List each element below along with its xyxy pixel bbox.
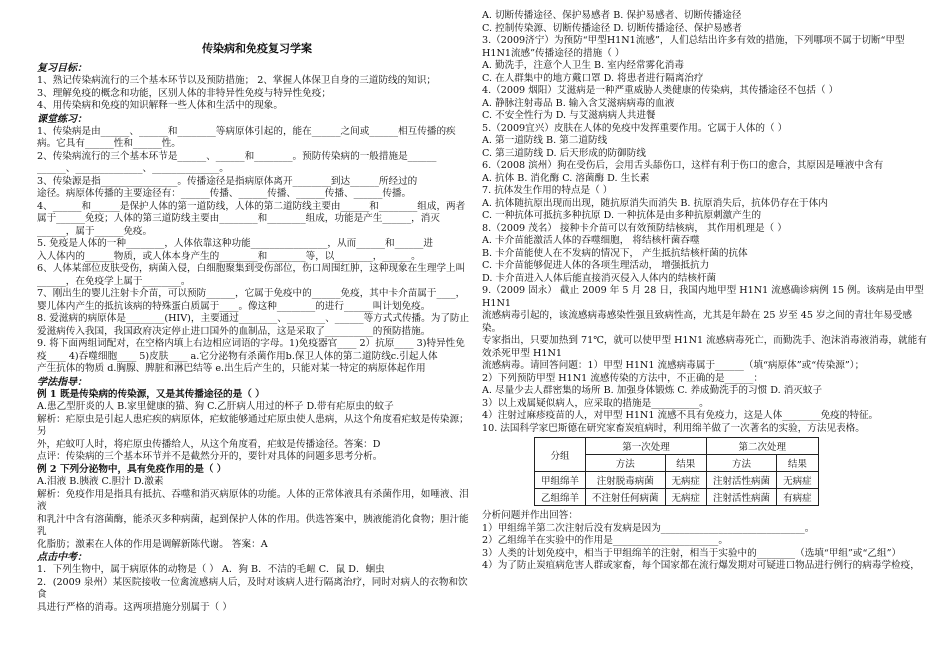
text-line: A. 第一道防线 B. 第二道防线 xyxy=(482,135,608,146)
table-header-cell: 结果 xyxy=(665,455,707,472)
text-line: 9.（2009 固永） 截止 2009 年 5 月 28 日，我国内地甲型 H1N1 流感确诊病例 15 例。该病是由甲型 H1N1 xyxy=(482,285,924,309)
table-cell: 注射活性病菌 xyxy=(707,489,777,506)
text-line: 产生抗体的物质 d.胸腺、脾脏和淋巴结等 e.出生后产生的，只能对某一特定的病原体起作用 xyxy=(37,363,426,374)
text-line: 9. 将下面两组词配对，在空格内填上右边相应词语的字母。1)免疫器官____ 2）抗原____ 3)特异性免 xyxy=(37,338,465,349)
text-line: 1）甲组绵羊第二次注射后没有发病是因为______________________________。 xyxy=(482,522,815,534)
right-column xyxy=(482,10,927,573)
text-line: 病。它具有______性和______性。 xyxy=(37,138,181,149)
text-line: 外，疟蚊叮人时，将疟原虫传播给人，从这个角度看，疟蚊是传播途径。答案：D xyxy=(37,438,381,450)
table-cell: 无病症 xyxy=(665,489,707,506)
text-line: 例 2 下列分泌物中，具有免疫作用的是（ ） xyxy=(37,463,227,475)
text-line: 4、用传染病和免疫的知识解释一些人体和生活中的现象。 xyxy=(37,100,283,111)
text-line: 4）为了防止炭疽病危害人群或家畜，每个国家都在流行爆发期对可疑进口物品进行例行的病毒学检疫， xyxy=(482,560,920,571)
text-line: A. 抗体随抗原出现而出现，随抗原消失而消失 B. 抗原消失后，抗体仍存在于体内 xyxy=(482,197,828,209)
text-line: A. 勤洗手，注意个人卫生 B. 室内经常雾化消毒 xyxy=(482,60,684,71)
text-line: 分析问题并作出回答： xyxy=(482,510,578,521)
text-line: B. 卡介苗能使人在不发病的情况下， 产生抵抗结核杆菌的抗体 xyxy=(482,247,748,259)
text-line: 5.（2009宜兴）皮肤在人体的免疫中发挥重要作用。它属于人体的（ ） xyxy=(482,122,788,134)
text-line: C. 控制传染源、切断传播途径 D. 切断传播途径、保护易感者 xyxy=(482,22,742,34)
text-line: H1N1流感”传播途径的措施（ ） xyxy=(482,47,625,59)
text-line: 4、______和______是保护人体的第一道防线，人体的第二道防线主要由______和________组成，两者 xyxy=(37,200,466,212)
text-line: ______，属于______免疫。 xyxy=(37,225,153,237)
text-line: 5. 免疫是人体的一种________，人体依靠这种功能________________，从而______和______进 xyxy=(37,238,433,249)
table-cell: 乙组绵羊 xyxy=(535,489,586,506)
text-line: A. 抗体 B. 消化酶 C. 溶菌酶 D. 生长素 xyxy=(482,172,650,184)
text-line: 解析：免疫作用是指具有抵抗、吞噬和消灭病原体的功能。人体的正常体液具有杀菌作用，如唾液、泪液 xyxy=(37,488,469,512)
table-header-cell: 第二次处理 xyxy=(707,438,819,455)
table-cell: 无病症 xyxy=(665,472,707,489)
text-line: 4.（2009 烟阳）艾滋病是一种严重威胁人类健康的传染病，其传播途径不包括（ ） xyxy=(482,85,839,96)
text-line: 1、传染病是由______、______和________等病原体引起的，能在______之间或______相互传播的疾 xyxy=(37,125,456,137)
table-header-cell: 第一次处理 xyxy=(586,438,707,455)
table-cell: 无病症 xyxy=(777,472,819,489)
text-line: 化脂肪；激素在人体的作用是调解新陈代谢。 答案：A xyxy=(37,538,268,550)
text-line: A. 静脉注射毒品 B. 输入含艾滋病病毒的血液 xyxy=(482,97,675,109)
left-column xyxy=(37,10,477,614)
text-line: 流感病毒引起的，该流感病毒感染性强且致病性高，尤其是年龄在 25 岁至 45 岁之间的青壮年易受感染。 xyxy=(482,310,912,334)
table-header-row xyxy=(535,438,819,455)
text-line: 点评：传染病的三个基本环节并不是截然分开的，要针对具体的问题多思考分析。 xyxy=(37,451,383,462)
table-cell: 注射脱毒病菌 xyxy=(586,472,666,489)
text-line: 1、熟记传染病流行的三个基本环节以及预防措施； 2、掌握人体保卫自身的三道防线的知识； xyxy=(37,75,437,86)
text-line: 爱滋病传入我国，我国政府决定停止进口国外的血制品，这是采取了__________的预防措施。 xyxy=(37,325,431,337)
text-line: 8. 爱滋病的病原体是________(HIV)，主要通过________、________、______等方式式传播。为了防止 xyxy=(37,313,470,324)
table-header-cell: 分组 xyxy=(535,438,586,472)
table-cell: 甲组绵羊 xyxy=(535,472,586,489)
text-line: 婴儿体内产生的抵抗该病的特殊蛋白质属于____。像这种________的进行______叫计划免疫。 xyxy=(37,300,431,312)
right-text-block-top xyxy=(482,10,927,435)
text-line: 2）乙组绵羊在实验中的作用是______________________。 xyxy=(482,535,728,546)
text-line: A. 卡介苗能激活人体的吞噬细胞， 将结核杆菌吞噬 xyxy=(482,235,700,246)
text-line: 6.（2008 滨州）狗在受伤后，会用舌头舔伤口，这样有利于伤口的愈合，其原因是唾液中含有 xyxy=(482,160,884,171)
section-heading: 学法指导： xyxy=(37,376,87,388)
experiment-table xyxy=(534,437,819,506)
table-header-cell: 结果 xyxy=(777,455,819,472)
text-line: 3）以上戏属疑似病人，应采取的措施是__________。 xyxy=(482,397,709,409)
text-line: 例 1 既是传染病的传染源，又是其传播途径的是（ ） xyxy=(37,388,265,400)
table-cell: 不注射任何病菌 xyxy=(586,489,666,506)
text-line: 10. 法国科学家巴斯德在研究家畜炭疽病时，利用绵羊做了一次著名的实验，方法见表格。 xyxy=(482,422,865,434)
text-line: C. 第三道防线 D. 后天形成的防御防线 xyxy=(482,147,646,159)
text-line: C. 在人群集中的地方戴口罩 D. 将患者进行隔离治疗 xyxy=(482,72,704,84)
section-heading: 复习目标： xyxy=(37,63,87,74)
text-line: 和乳汁中含有溶菌酶，能杀灭多种病菌，起到保护人体的作用。供选答案中，胰液能消化食物；胆汁能乳 xyxy=(37,513,469,537)
text-line: 入人体内的______物质，或人体本身产生的________和________等，以________，______。 xyxy=(37,250,421,262)
text-line: A. 切断传播途径、保护易感者 B. 保护易感者、切断传播途径 xyxy=(482,10,742,21)
text-line: 6、人体某部位皮肤受伤，病菌入侵，白细胞聚集到受伤部位，伤口周围红肿，这种现象在生理学上叫 xyxy=(37,263,466,274)
text-line: 4）注射过麻疹疫苗的人，对甲型 H1N1 流感不具有免疫力，这是人体________免疫的特征。 xyxy=(482,410,879,421)
text-line: 具进行严格的消毒。这两项措施分别属于（ ） xyxy=(37,601,232,613)
right-text-block-bottom xyxy=(482,510,927,573)
text-line: 7、刚出生的婴儿注射卡介苗，可以预防______，它属于免疫中的______免疫，其中卡介苗属于____， xyxy=(37,288,466,299)
section-heading: 课堂练习： xyxy=(37,113,87,125)
table-header-cell: 方法 xyxy=(586,455,666,472)
text-line: 7. 抗体发生作用的特点是（ ） xyxy=(482,185,613,196)
text-line: 2、传染病流行的三个基本环节是______、______和________。预防传染病的一般措施是______ xyxy=(37,150,437,162)
text-line: 疫____ 4)吞噬细胞____ 5)皮肤____ a.它分泌物有杀菌作用b.保卫人体的第二道防线c.引起人体 xyxy=(37,350,438,362)
text-line: A.泪液 B.胰液 C.胆汁 D.激素 xyxy=(37,476,164,487)
text-line: 1．下列生物中，属于病原体的动物是（ ） A．狗 B．不洁的毛衄 C．鼠 D．蛔虫 xyxy=(37,564,385,575)
text-line: 解析：疟原虫是引起人患疟疾的病原体，疟蚊能够通过疟原虫使人患病，从这个角度看疟蚊是传染源；另 xyxy=(37,413,469,437)
text-line: 专家指出，只要加热到 71℃，就可以使甲型 H1N1 流感病毒死亡，而勤洗手、泡沫消毒液消毒，就能有效杀死甲型 H1N1 xyxy=(482,335,927,359)
text-line: 3.（2009济宁）为预防“甲型H1N1流感”，人们总结出许多有效的措施，下列哪项不属于切断“甲型 xyxy=(482,35,905,46)
left-text-block xyxy=(37,62,477,614)
table-header-cell: 方法 xyxy=(707,455,777,472)
text-line: C. 不安全性行为 D. 与艾滋病病人共进餐 xyxy=(482,110,656,121)
text-line: ______、______________、______________。 xyxy=(37,163,229,174)
section-heading: 点击中考： xyxy=(37,552,87,563)
text-line: C. 一种抗体可抵抗多种抗原 D. 一种抗体是由多种抗原刺激产生的 xyxy=(482,210,762,221)
text-line: 2．(2009 泉州）某医院接收一位禽流感病人后，及时对该病人进行隔离治疗，同时对病人的衣物和饮食 xyxy=(37,576,468,600)
text-line: 2）下列预防甲型 H1N1 流感传染的方法中，不正确的是______： xyxy=(482,372,764,384)
document-title: 传染病和免疫复习学案 xyxy=(202,42,312,55)
text-line: 3）人类的计划免疫中，相当于甲组绵羊的注射，相当于实验中的________（选填“甲组”或“乙组”） xyxy=(482,547,902,559)
text-line: D. 卡介苗进入人体后能直接消灭侵入人体内的结核杆菌 xyxy=(482,272,717,284)
table-row xyxy=(535,489,819,506)
text-line: 3、理解免疫的概念和功能，区别人体的非特异性免疫与特异性免疫； xyxy=(37,87,331,99)
text-line: 属于______免疫；人体的第三道防线主要由________和________组成，功能是产生______，消灭 xyxy=(37,213,440,224)
text-line: C. 卡介苗能够促进人体的各项生理活动， 增强抵抗力 xyxy=(482,260,710,271)
text-line: A.患乙型肝炎的人 B.家里健康的猫、狗 C.乙肝病人用过的杯子 D.带有疟原虫的蚊子 xyxy=(37,401,394,412)
text-line: A. 尽量少去人群密集的场所 B. 加强身体锻炼 C. 养成勤洗手的习惯 D. 消灭蚊子 xyxy=(482,385,823,396)
text-line: 流感病毒。请回答问题：1）甲型 H1N1 流感病毒属于______（填“病原体”或“传染源”）； xyxy=(482,360,865,371)
text-line: ______，在免疫学上属于________。 xyxy=(37,275,191,287)
text-line: 8.（2009 茂名） 接种卡介苗可以有效预防结核病， 其作用机理是（ ） xyxy=(482,222,787,234)
text-line: 途径。病原体传播的主要途径有：______传播、______传播、______传播、______传播。 xyxy=(37,188,412,199)
table-cell: 有病症 xyxy=(777,489,819,506)
text-line: 3、传染源是指________________。传播途径是指病原体离开________到达______所经过的 xyxy=(37,175,418,187)
table-cell: 注射活性病菌 xyxy=(707,472,777,489)
table-row xyxy=(535,472,819,489)
